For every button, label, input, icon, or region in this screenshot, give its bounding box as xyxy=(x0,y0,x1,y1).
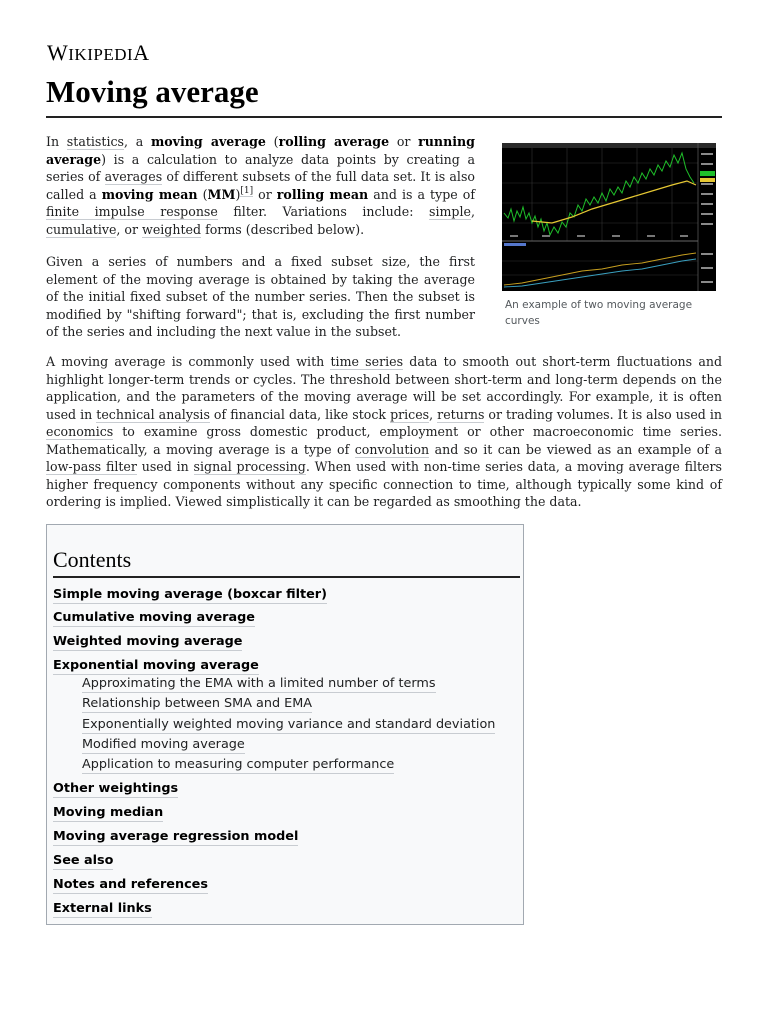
link-weighted[interactable]: weighted xyxy=(142,221,202,237)
link-simple[interactable]: simple xyxy=(429,204,471,219)
stock-chart-image[interactable] xyxy=(502,143,716,291)
toc-subitem-computer-performance[interactable]: Application to measuring computer performance xyxy=(82,757,395,772)
definition-paragraph: Given a series of numbers and a fixed subset size, the first element of the moving average is obtained by taking the average of the initial fixed subset of the number series. Then the subset is modified by "shifting forward"; that is, excluding the first number of the series and including the next value in the subset. xyxy=(46,254,475,339)
citation-1[interactable]: [1] xyxy=(240,186,254,197)
toc-item-external-links[interactable]: External links xyxy=(53,901,152,916)
intro-paragraph: In statistics, a moving average (rolling average or running average) is a calculation to analyze data points by creating a series of averages of different subsets of the full data set. It is also called a moving mean (MM)[1] or rolling mean and is a type of finite impulse response filter. Variations include: simple, cumulative, or weighted forms (described below). xyxy=(46,134,475,237)
link-averages[interactable]: averages xyxy=(104,169,163,184)
toc-item-weighted-moving-average[interactable]: Weighted moving average xyxy=(53,634,243,649)
toc-subitem-weighted-variance[interactable]: Exponentially weighted moving variance and standard deviation xyxy=(82,717,496,732)
toc-subitem-modified-moving-average[interactable]: Modified moving average xyxy=(82,737,245,752)
toc-subitem-approximating-ema[interactable]: Approximating the EMA with a limited number of terms xyxy=(82,676,436,691)
link-prices[interactable]: prices xyxy=(390,406,430,422)
wordmark-initial: W xyxy=(47,40,69,65)
moving-average-figure xyxy=(502,143,716,329)
toc-subitem-sma-ema-relationship[interactable]: Relationship between SMA and EMA xyxy=(82,696,313,711)
link-returns[interactable]: returns xyxy=(437,406,485,422)
toc-item-exponential-moving-average[interactable]: Exponential moving average xyxy=(53,658,259,673)
link-time-series[interactable]: time series xyxy=(330,354,404,369)
link-statistics[interactable]: statistics xyxy=(66,134,124,149)
link-signal-processing[interactable]: signal processing xyxy=(193,459,306,474)
wordmark-final: A xyxy=(133,40,150,65)
link-finite-impulse-response[interactable]: finite impulse response xyxy=(46,204,218,219)
toc-title: Contents xyxy=(53,547,132,572)
page-title: Moving average xyxy=(46,74,259,109)
toc-item-cumulative-moving-average[interactable]: Cumulative moving average xyxy=(53,610,255,625)
toc-item-regression-model[interactable]: Moving average regression model xyxy=(53,829,299,844)
toc-divider xyxy=(53,576,520,578)
usage-paragraph: A moving average is commonly used with time series data to smooth out short-term fluctuations and highlight longer-term trends or cycles. The threshold between short-term and long-term depends on the application, and the parameters of the moving average will be set accordingly. For example, it is often used in technical analysis of financial data, like stock prices, returns or trading volumes. It is also used in economics to examine gross domestic product, employment or other macroeconomic time series. Mathematically, a moving average is a type of convolution and so it can be viewed as an example of a low-pass filter used in signal processing. When used with non-time series data, a moving average filters higher frequency components without any specific connection to time, although typically some kind of ordering is implied. Viewed simplistically it can be regarded as smoothing the data. xyxy=(46,354,723,509)
wikipedia-wordmark[interactable] xyxy=(47,40,150,66)
toc-item-simple-moving-average[interactable]: Simple moving average (boxcar filter) xyxy=(53,587,327,602)
link-technical-analysis[interactable]: technical analysis xyxy=(96,406,210,422)
wordmark-middle: IKIPEDI xyxy=(68,45,134,64)
figure-caption: An example of two moving average curves xyxy=(505,299,693,327)
link-economics[interactable]: economics xyxy=(46,424,114,439)
link-convolution[interactable]: convolution xyxy=(354,441,430,457)
toc-item-other-weightings[interactable]: Other weightings xyxy=(53,781,179,796)
toc-item-notes-and-references[interactable]: Notes and references xyxy=(53,877,208,892)
link-low-pass-filter[interactable]: low-pass filter xyxy=(46,459,137,474)
toc-item-see-also[interactable]: See also xyxy=(53,853,114,868)
toc-item-moving-median[interactable]: Moving median xyxy=(53,805,164,820)
table-of-contents xyxy=(46,524,524,925)
link-cumulative[interactable]: cumulative xyxy=(46,221,117,237)
title-divider xyxy=(46,116,722,118)
